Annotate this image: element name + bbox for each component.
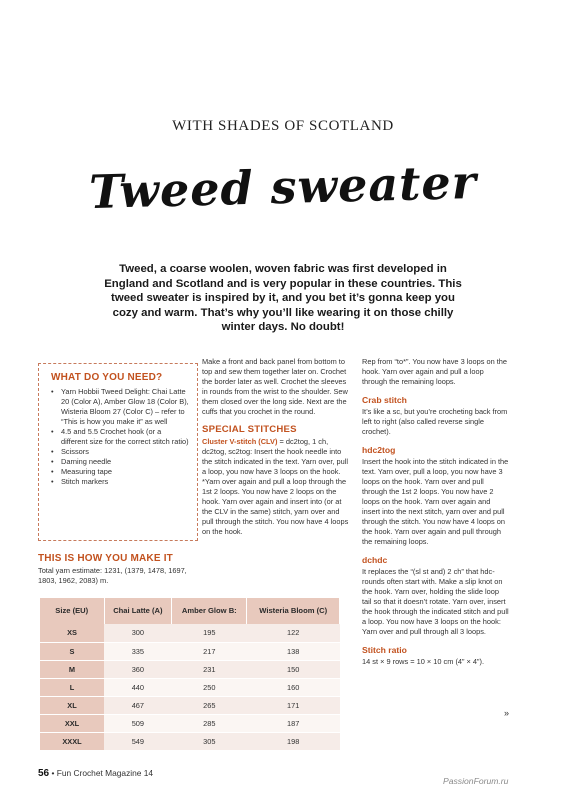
- construction-paragraph: Make a front and back panel from bottom to top and sew them together later on. Crochet the border later as well. Crochet the sleeves in rounds from the wrist to the shoulder. Sew them closed over the long side. Next are the cuffs that you crochet in the round.: [202, 357, 348, 416]
- table-header: Amber Glow B:: [172, 598, 247, 624]
- table-cell: 300: [104, 624, 172, 642]
- table-header-row: [40, 598, 340, 624]
- table-cell: 250: [172, 678, 247, 696]
- table-row: [40, 678, 340, 696]
- table-cell: 171: [247, 696, 340, 714]
- page-title: Tweed sweater: [88, 154, 478, 220]
- materials-item: • Yarn Hobbii Tweed Delight: Chai Latte 20 (Color A), Amber Glow 18 (Color B), Wisteria Bloom 27 (Color C) – refer to “This is how you make it” as well: [51, 387, 189, 427]
- clv-label: Cluster V-stitch (CLV): [202, 437, 278, 446]
- footer-separator: •: [51, 768, 55, 778]
- continue-arrow-icon: »: [504, 708, 510, 718]
- table-cell: 305: [172, 732, 247, 750]
- materials-item: • Stitch markers: [51, 477, 189, 487]
- kicker-heading: WITH SHADES OF SCOTLAND: [172, 118, 394, 134]
- special-stitches-heading: SPECIAL STITCHES: [202, 424, 297, 435]
- howto-heading: THIS IS HOW YOU MAKE IT: [38, 553, 173, 564]
- table-cell: 150: [247, 660, 340, 678]
- clv-paragraph: [202, 437, 350, 537]
- intro-paragraph: Tweed, a coarse woolen, woven fabric was first developed in England and Scotland and is very popular in these countries. This tweed sweater is inspired by it, and you bet it’s gonna keep you cozy and warm. That’s why you’ll like wearing it on those chilly winter days. No doubt!: [104, 263, 462, 334]
- magazine-name: Fun Crochet Magazine 14: [56, 768, 154, 778]
- materials-item: • 4.5 and 5.5 Crochet hook (or a different size for the correct stitch ratio): [51, 427, 189, 447]
- yarn-table: [40, 598, 340, 751]
- instructions-column-middle: [202, 357, 350, 537]
- table-cell: 509: [104, 714, 172, 732]
- page-footer: [38, 768, 153, 779]
- table-cell: 187: [247, 714, 340, 732]
- stitch-ratio-heading: Stitch ratio: [362, 645, 407, 655]
- size-cell: L: [40, 678, 104, 696]
- crab-stitch-text: It’s like a sc, but you’re crocheting back from left to right (also called reverse single crochet).: [362, 407, 508, 436]
- materials-item: • Scissors: [51, 447, 189, 457]
- table-cell: 122: [247, 624, 340, 642]
- table-row: [40, 696, 340, 714]
- materials-box: [38, 363, 198, 541]
- watermark: PassionForum.ru: [443, 776, 509, 786]
- yarn-estimate: Total yarn estimate: 1231, (1379, 1478, 1697, 1803, 1962, 2083) m.: [38, 566, 187, 585]
- crab-stitch-heading: Crab stitch: [362, 395, 407, 405]
- size-cell: S: [40, 642, 104, 660]
- stitch-ratio-text: 14 st × 9 rows = 10 × 10 cm (4” × 4”).: [362, 657, 484, 666]
- dchdc-text: It replaces the “(sl st and) 2 ch” that hdc-rounds often start with. Make a slip knot on the hook. Yarn over, holding the slide loop tail so that it doesn’t rotate. Yarn over, insert the hook through the indicated stitch and pull a loop. You now have 3 loops on the hook: Yarn over and pull through all 3 loops.: [362, 567, 509, 636]
- repeat-paragraph: Rep from “to*”. You now have 3 loops on the hook. Yarn over again and pull a loop through the remaining loops.: [362, 357, 508, 386]
- table-row: [40, 624, 340, 642]
- table-cell: 265: [172, 696, 247, 714]
- table-cell: 217: [172, 642, 247, 660]
- table-cell: 549: [104, 732, 172, 750]
- table-cell: 195: [172, 624, 247, 642]
- table-header: Size (EU): [40, 598, 104, 624]
- size-cell: XXL: [40, 714, 104, 732]
- table-row: [40, 714, 340, 732]
- materials-list: [51, 387, 189, 487]
- clv-text: = dc2tog, 1 ch, dc2tog, sc2tog: Insert the hook needle into the stitch indicated in the text. Yarn over, pull a loop, you now have 3 loops on the hook. *Yarn over again and pull a loop through the 1st 2 loops. You now have 2 loops on the hook. Yarn over again and insert into (or at the CLV in the same) stitch, yarn over and pull through the stitch. You now have 4 loops on the hook.: [202, 437, 349, 536]
- table-cell: 231: [172, 660, 247, 678]
- materials-item: • Darning needle: [51, 457, 189, 467]
- table-cell: 440: [104, 678, 172, 696]
- table-cell: 198: [247, 732, 340, 750]
- size-cell: XXXL: [40, 732, 104, 750]
- table-cell: 467: [104, 696, 172, 714]
- size-cell: XL: [40, 696, 104, 714]
- table-cell: 285: [172, 714, 247, 732]
- instructions-column-right: [362, 357, 510, 667]
- page-number: 56: [38, 768, 50, 779]
- hdc2tog-text: Insert the hook into the stitch indicated in the text. Yarn over, pull a loop, you now have 3 loops on the hook. Yarn over and pull through the 1st 2 loops. You now have 2 loops on the hook. Yarn over again and insert into the next stitch, yarn over and pull through the stitch. You now have 4 loops on the hook. Yarn over again and pull through the remaining loops.: [362, 457, 509, 546]
- size-cell: M: [40, 660, 104, 678]
- table-cell: 360: [104, 660, 172, 678]
- table-row: [40, 660, 340, 678]
- hdc2tog-heading: hdc2tog: [362, 445, 396, 455]
- size-cell: XS: [40, 624, 104, 642]
- dchdc-heading: dchdc: [362, 555, 388, 565]
- howto-section: [38, 553, 198, 586]
- materials-item: • Measuring tape: [51, 467, 189, 477]
- table-header: Wisteria Bloom (C): [247, 598, 340, 624]
- table-cell: 335: [104, 642, 172, 660]
- table-header: Chai Latte (A): [104, 598, 172, 624]
- materials-heading: WHAT DO YOU NEED?: [51, 372, 163, 383]
- table-cell: 138: [247, 642, 340, 660]
- table-row: [40, 732, 340, 750]
- table-cell: 160: [247, 678, 340, 696]
- table-row: [40, 642, 340, 660]
